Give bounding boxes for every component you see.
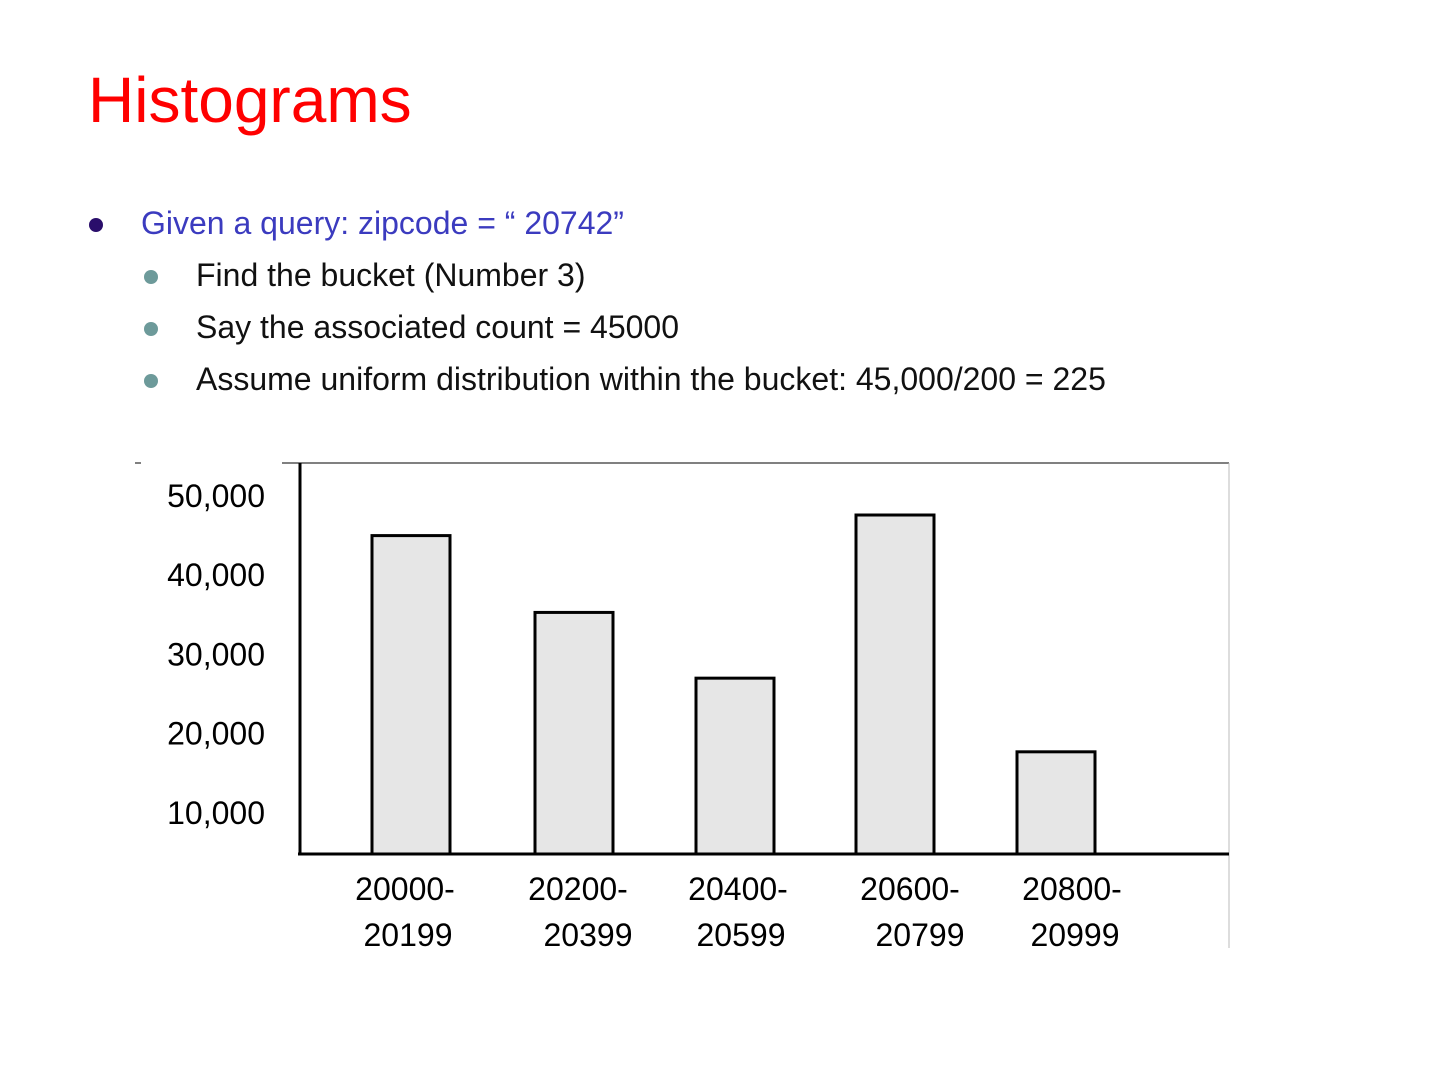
y-tick-label: 40,000	[167, 557, 265, 594]
y-tick-label: 30,000	[167, 636, 265, 673]
x-category-label: 20400-20599	[688, 871, 788, 953]
slide-title: Histograms	[88, 64, 412, 136]
x-category-label: 20800-20999	[1022, 871, 1122, 953]
x-category-label: 20000-20199	[355, 871, 455, 953]
bullet-text: Given a query: zipcode = “ 20742”	[141, 205, 624, 241]
bar-3	[696, 678, 774, 854]
bar-2	[535, 612, 613, 854]
bullet-text: Say the associated count = 45000	[196, 309, 680, 345]
x-category-label: 20200-20399	[528, 871, 633, 953]
bar-5	[1017, 752, 1095, 854]
bar-group	[372, 515, 1095, 854]
y-tick-labels	[167, 478, 265, 831]
x-category-label: 20600-20799	[860, 871, 965, 953]
bar-1	[372, 536, 450, 854]
y-tick-label: 10,000	[167, 794, 265, 831]
x-category-labels	[355, 871, 1122, 953]
bar-4	[856, 515, 934, 854]
bullet-text: Assume uniform distribution within the bucket: 45,000/200 = 225	[196, 361, 1106, 397]
y-tick-label: 50,000	[167, 478, 265, 514]
y-tick-label: 20,000	[167, 715, 265, 752]
bullet-text: Find the bucket (Number 3)	[196, 257, 586, 293]
